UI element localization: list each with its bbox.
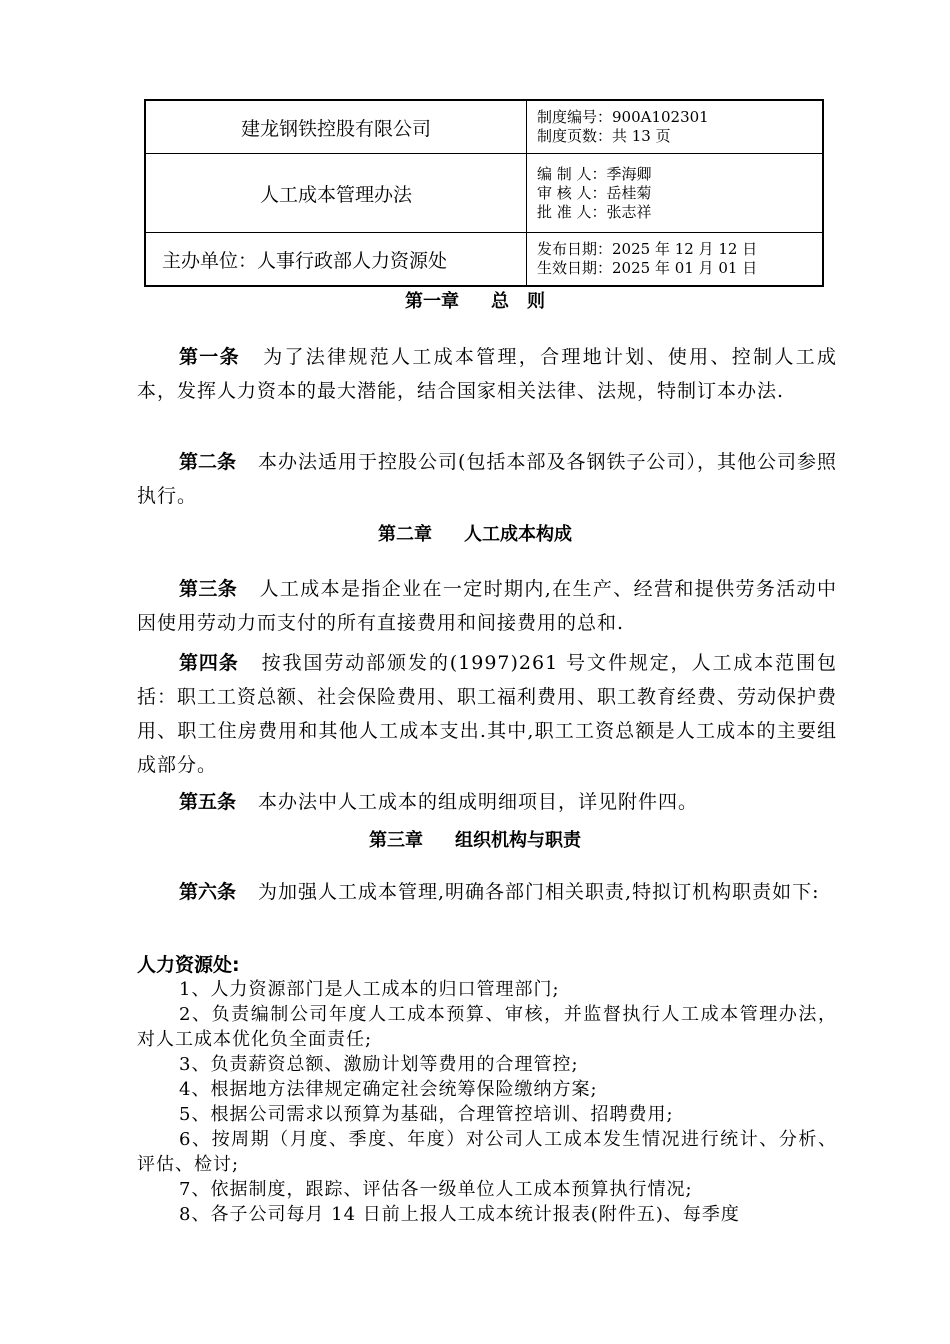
article-label: 第四条 [179,652,239,674]
article [137,572,837,640]
list-item: 1、人力资源部门是人工成本的归口管理部门; [179,979,560,1000]
company-name: 建龙钢铁控股有限公司 [145,100,527,154]
list-item: 4、根据地方法律规定确定社会统筹保险缴纳方案; [179,1079,598,1100]
hr-duties-list [137,977,837,1227]
section-heading: 人力资源处: [137,954,240,976]
reviewer: 审 核 人：岳桂菊 [537,183,652,202]
doc-number: 制度编号：900A102301 [537,108,709,126]
article-label: 第二条 [179,451,237,473]
dates-cell [527,233,824,287]
doc-pages: 制度页数：共 13 页 [537,127,671,145]
chapter-heading: 第三章 组织机构与职责 [369,830,581,851]
article-text: 本办法中人工成本的组成明细项目，详见附件四。 [258,791,699,813]
article-label: 第五条 [179,791,237,813]
list-item: 7、依据制度，跟踪、评估各一级单位人工成本预算执行情况; [179,1179,693,1200]
article [137,340,837,408]
article [137,785,837,819]
article-text: 为加强人工成本管理,明确各部门相关职责,特拟订机构职责如下: [258,881,820,903]
list-item: 8、各子公司每月 14 日前上报人工成本统计报表(附件五)、每季度 [179,1204,740,1225]
article [137,875,837,909]
document-header-table [144,99,824,287]
list-item: 2、负责编制公司年度人工成本预算、审核，并监督执行人工成本管理办法，对人工成本优化负全面责任; [137,1004,837,1050]
list-item: 3、负责薪资总额、激励计划等费用的合理管控; [179,1054,579,1075]
article-label: 第三条 [179,578,238,600]
host-unit: 主办单位：人事行政部人力资源处 [145,233,527,287]
list-item: 5、根据公司需求以预算为基础，合理管控培训、招聘费用; [179,1104,674,1125]
article [137,445,837,513]
article [137,646,837,782]
doc-title: 人工成本管理办法 [145,154,527,233]
publish-date: 发布日期：2025 年 12 月 12 日 [537,240,758,258]
approver: 批 准 人：张志祥 [537,202,652,221]
article-text: 按我国劳动部颁发的(1997)261 号文件规定，人工成本范围包括：职工工资总额、社会保险费用、职工福利费用、职工教育经费、劳动保护费用、职工住房费用和其他人工成本支出.其中,职工工资总额是人工成本的主要组成部分。 [137,652,838,776]
editor: 编 制 人：季海卿 [537,164,652,183]
article-text: 人工成本是指企业在一定时期内,在生产、经营和提供劳务活动中因使用劳动力而支付的所有直接费用和间接费用的总和. [137,578,837,634]
chapter-heading: 第一章 总 则 [405,291,545,312]
signoff-cell [527,154,824,233]
article-label: 第六条 [179,881,237,903]
list-item: 6、按周期（月度、季度、年度）对公司人工成本发生情况进行统计、分析、评估、检讨; [137,1129,837,1175]
doc-meta-cell [527,100,824,154]
effective-date: 生效日期：2025 年 01 月 01 日 [537,259,758,277]
article-text: 本办法适用于控股公司(包括本部及各钢铁子公司），其他公司参照执行。 [137,451,837,507]
article-text: 为了法律规范人工成本管理，合理地计划、使用、控制人工成本，发挥人力资本的最大潜能，结合国家相关法律、法规，特制订本办法. [137,346,837,402]
article-label: 第一条 [179,346,240,368]
chapter-heading: 第二章 人工成本构成 [378,524,572,545]
